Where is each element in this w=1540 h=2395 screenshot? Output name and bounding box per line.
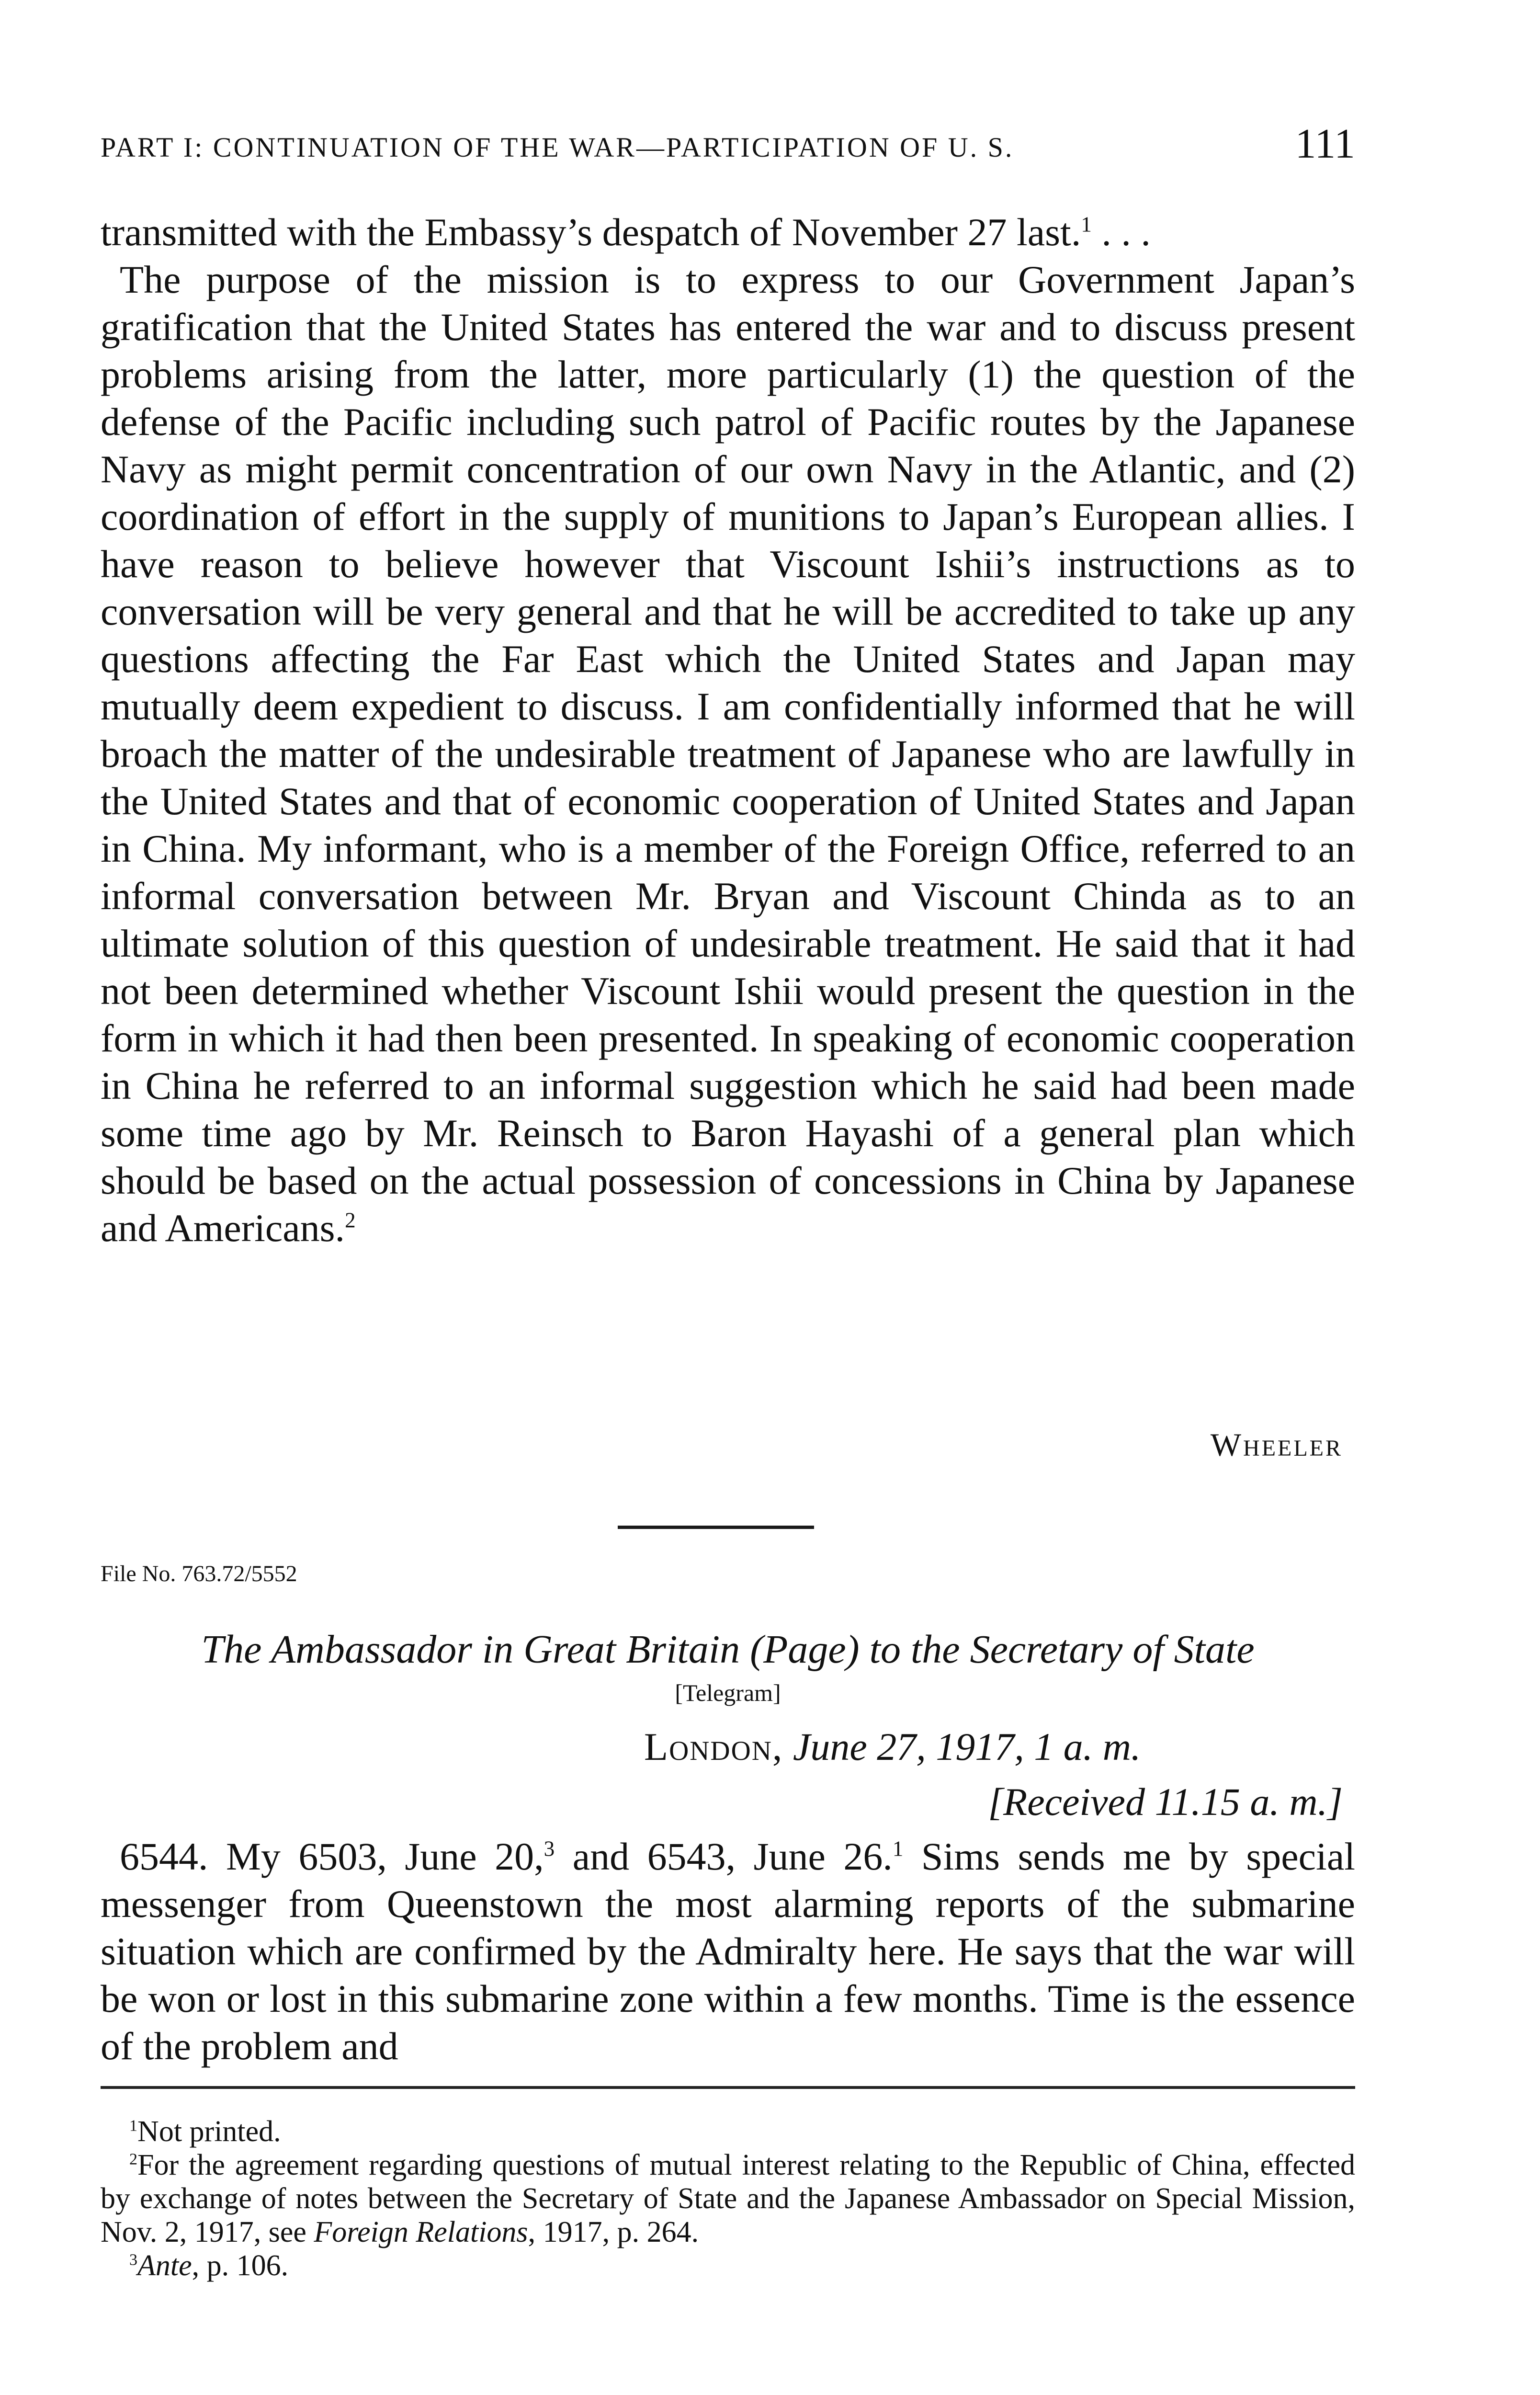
telegram-text: Sims sends me by special messenger from Queenstown the most alarming reports of the submarine situation which are confirmed by the Admiralty here. He says that the war will be won or lost in this submarine zone within a few months. Time is the essence of the problem and	[101, 1835, 1355, 2068]
footnotes	[101, 2115, 1355, 2282]
footnote	[101, 2148, 1355, 2249]
footnote	[101, 2115, 1355, 2148]
page-number: 111	[1295, 121, 1355, 167]
running-title: PART I: CONTINUATION OF THE WAR—PARTICIPATION OF U. S.	[101, 132, 1014, 163]
dateline	[644, 1724, 1141, 1769]
citation-title: Ante	[137, 2249, 192, 2282]
ellipsis: . . .	[1091, 210, 1151, 254]
footnote	[101, 2249, 1355, 2282]
footnote-reference: 2	[345, 1208, 356, 1232]
telegram-paragraph	[101, 1833, 1355, 2070]
footnote-reference: 1	[1081, 212, 1092, 237]
footnote-reference: 1	[892, 1836, 904, 1861]
footnote-divider	[101, 2086, 1355, 2089]
citation-title: Foreign Relations	[314, 2216, 528, 2248]
letter-opening-text: transmitted with the Embassy’s despatch of November 27 last.	[101, 210, 1081, 254]
telegram-text: and 6543, June 26.	[555, 1835, 893, 1878]
footnote-text: For the agreement regarding questions of mutual interest relating to the Republic of China, effected by exchange of notes between the Secretary of State and the Japanese Ambassador on Special Mission, Nov. 2, 1917, see	[101, 2149, 1355, 2248]
document-heading: The Ambassador in Great Britain (Page) to the Secretary of State	[201, 1627, 1255, 1672]
letter-paragraph	[101, 256, 1355, 1252]
telegram-text: 6544. My 6503, June 20,	[120, 1835, 544, 1878]
received-time: [Received 11.15 a. m.]	[988, 1780, 1343, 1824]
document-type-label: [Telegram]	[675, 1679, 781, 1706]
footnote-marker: 1	[129, 2117, 138, 2135]
footnote-marker: 3	[129, 2251, 138, 2269]
footnote-text: , p. 106.	[192, 2249, 289, 2282]
dateline-place: London,	[644, 1725, 783, 1768]
telegram-body	[101, 1833, 1355, 2070]
running-header	[101, 120, 1355, 172]
signature: Wheeler	[1210, 1426, 1343, 1463]
section-divider	[618, 1526, 814, 1529]
dateline-date: June 27, 1917, 1 a. m.	[793, 1725, 1141, 1768]
letter-paragraph-text: The purpose of the mission is to express to our Government Japan’s gratification that the United States has entered the war and to discuss present problems arising from the latter, more particularly (1) the question of the defense of the Pacific including such patrol of Pacific routes by the Japanese Navy as might permit concentration of our own Navy in the Atlantic, and (2) coordination of effort in the supply of munitions to Japan’s European allies. I have reason to believe however that Viscount Ishii’s instructions as to conversation will be very general and that he will be accredited to take up any questions affecting the Far East which the United States and Japan may mutually deem expedient to discuss. I am confidentially informed that he will broach the matter of the undesirable treatment of Japanese who are lawfully in the United States and that of economic cooperation of United States and Japan in China. My informant, who is a member of the Foreign Office, referred to an informal conversation between Mr. Bryan and Viscount Chinda as to an ultimate solution of this question of undesirable treatment. He said that it had not been determined whether Viscount Ishii would present the question in the form in which it had then been presented. In speaking of economic cooperation in China he referred to an informal suggestion which he said had been made some time ago by Mr. Reinsch to Baron Hayashi of a general plan which should be based on the actual possession of concessions in China by Japanese and Americans.	[101, 258, 1355, 1250]
footnote-marker: 2	[129, 2150, 138, 2168]
footnote-reference: 3	[544, 1836, 555, 1861]
file-number: File No. 763.72/5552	[101, 1561, 297, 1586]
footnote-text: Not printed.	[137, 2115, 281, 2148]
letter-continuation	[101, 208, 1355, 1252]
footnote-text: , 1917, p. 264.	[528, 2216, 699, 2248]
letter-opening-line	[101, 208, 1355, 256]
